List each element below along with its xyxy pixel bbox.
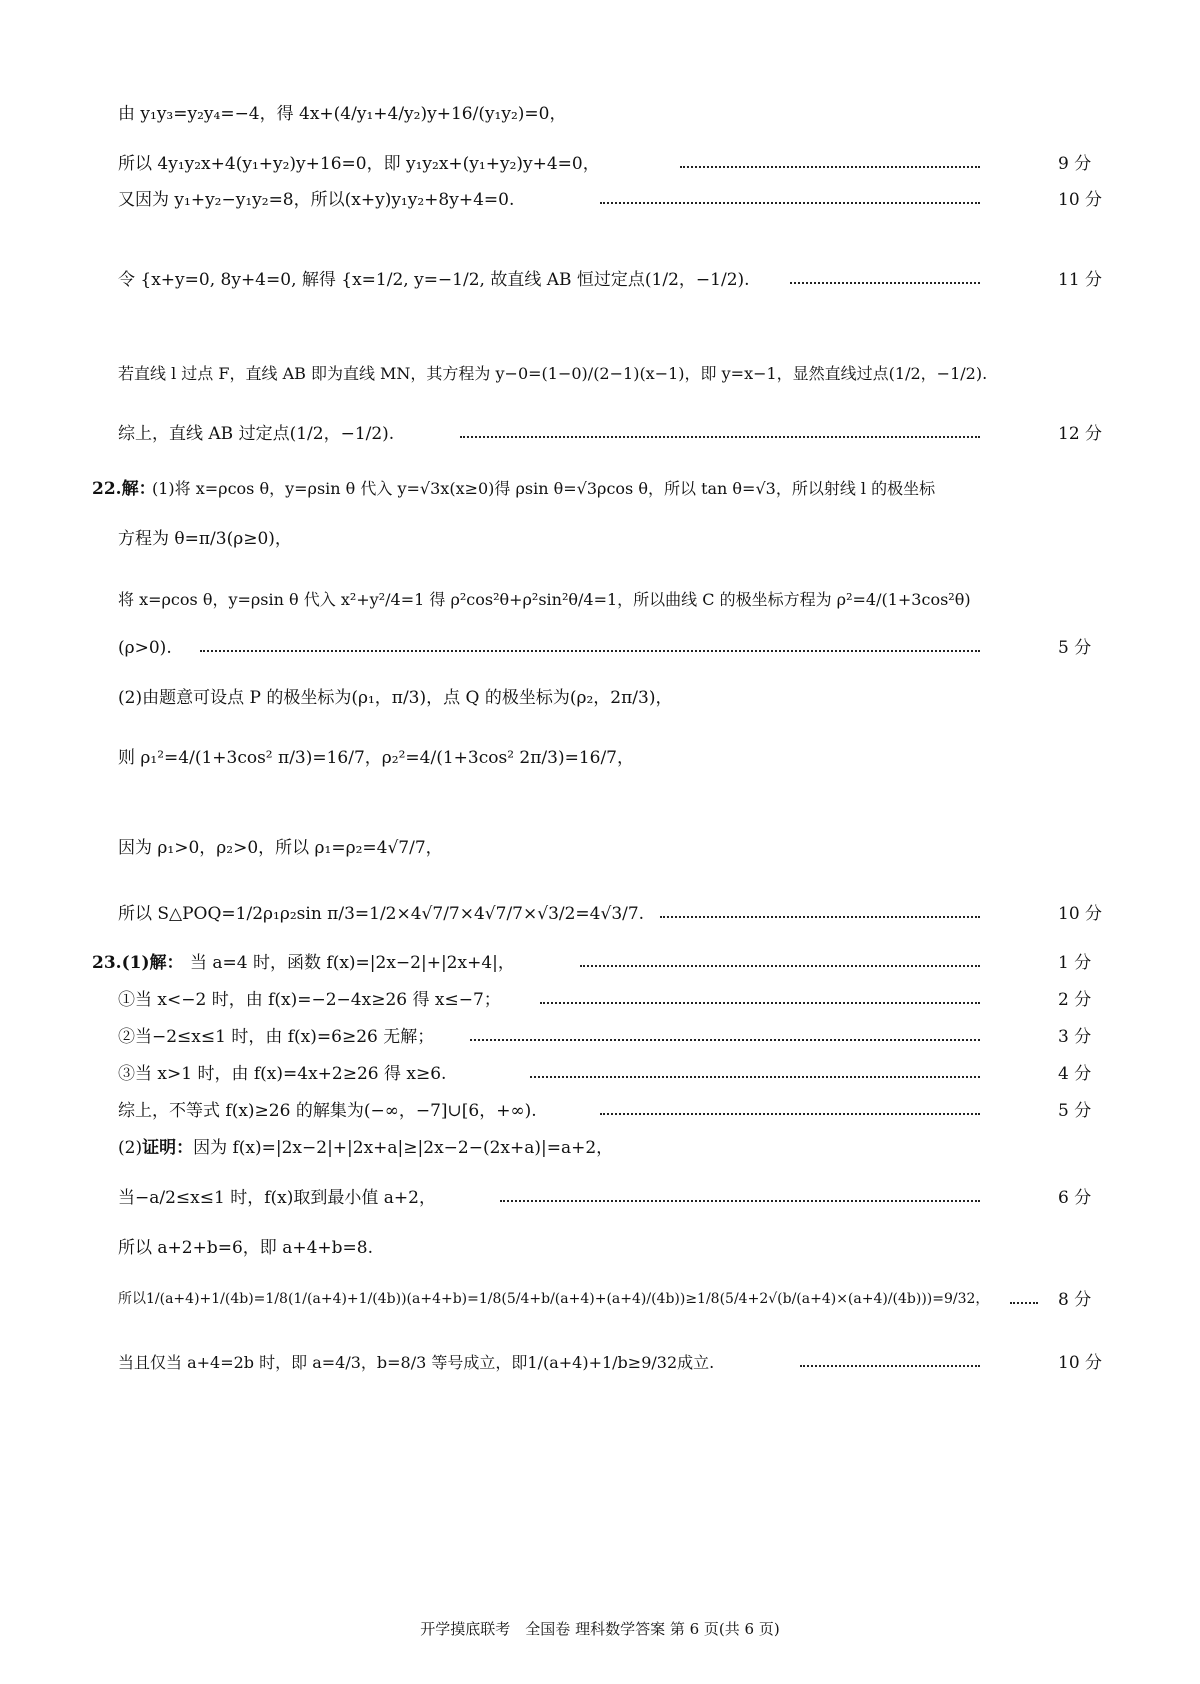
dotted-leader xyxy=(800,1365,980,1367)
part2-prefix: (2) xyxy=(118,1138,143,1158)
q23-line-5: 综上，不等式 f(x)≥26 的解集为(−∞，−7]∪[6，+∞). xyxy=(118,1101,537,1121)
dotted-leader xyxy=(660,916,980,918)
q22-label: 22.解： xyxy=(92,479,156,499)
q22-line-7: 因为 ρ₁>0，ρ₂>0，所以 ρ₁=ρ₂=4√7/7， xyxy=(118,838,443,858)
q22-line-3: 将 x=ρcos θ，y=ρsin θ 代入 x²+y²/4=1 得 ρ²cos²θ+ρ²sin²θ/4=1，所以曲线 C 的极坐标方程为 ρ²=4/(1+3cos²θ) xyxy=(118,590,971,609)
q22-line-6: 则 ρ₁²=4/(1+3cos² π/3)=16/7，ρ₂²=4/(1+3cos² 2π/3)=16/7， xyxy=(118,748,634,768)
q23-line-3: ②当−2≤x≤1 时，由 f(x)=6≥26 无解； xyxy=(118,1027,435,1047)
dotted-leader xyxy=(600,202,980,204)
score-marker: 3 分 xyxy=(1058,1027,1092,1047)
score-marker: 6 分 xyxy=(1058,1188,1092,1208)
score-marker: 5 分 xyxy=(1058,1101,1092,1121)
q23-line-8: 所以 a+2+b=6，即 a+4+b=8. xyxy=(118,1238,373,1258)
dotted-leader xyxy=(580,965,980,967)
dotted-leader xyxy=(680,166,980,168)
dotted-leader xyxy=(790,282,980,284)
score-marker: 10 分 xyxy=(1058,190,1103,210)
q22-line-5: (2)由题意可设点 P 的极坐标为(ρ₁，π/3)，点 Q 的极坐标为(ρ₂，2π/3)， xyxy=(118,688,673,708)
score-marker: 8 分 xyxy=(1058,1290,1092,1310)
step-line-5: 若直线 l 过点 F，直线 AB 即为直线 MN，其方程为 y−0=(1−0)/(2−1)(x−1)，即 y=x−1，显然直线过点(1/2，−1/2). xyxy=(118,364,988,383)
dotted-leader xyxy=(460,436,980,438)
dotted-leader xyxy=(600,1113,980,1115)
part2-text: 因为 f(x)=|2x−2|+|2x+a|≥|2x−2−(2x+a)|=a+2， xyxy=(193,1138,614,1158)
dotted-leader xyxy=(470,1039,980,1041)
dotted-leader xyxy=(1010,1302,1038,1304)
q23-line-9: 所以1/(a+4)+1/(4b)=1/8(1/(a+4)+1/(4b))(a+4+b)=1/8(5/4+b/(a+4)+(a+4)/(4b))≥1/8(5/4+2√(b/(a+4)×(a+4)/(4b)))=9/32， xyxy=(118,1291,990,1307)
q23-line-1: 当 a=4 时，函数 f(x)=|2x−2|+|2x+4|， xyxy=(190,953,515,973)
score-marker: 12 分 xyxy=(1058,424,1103,444)
dotted-leader xyxy=(540,1002,980,1004)
q22-line-1: (1)将 x=ρcos θ，y=ρsin θ 代入 y=√3x(x≥0)得 ρsin θ=√3ρcos θ，所以 tan θ=√3，所以射线 l 的极坐标 xyxy=(152,479,936,498)
step-line-4: 令 {x+y=0, 8y+4=0, 解得 {x=1/2, y=−1/2, 故直线 AB 恒过定点(1/2，−1/2). xyxy=(118,270,750,290)
score-marker: 5 分 xyxy=(1058,638,1092,658)
score-marker: 9 分 xyxy=(1058,154,1092,174)
q22-line-2: 方程为 θ=π/3(ρ≥0)， xyxy=(118,529,292,549)
step-line-1: 由 y₁y₃=y₂y₄=−4，得 4x+(4/y₁+4/y₂)y+16/(y₁y₂)=0， xyxy=(118,104,567,124)
score-marker: 4 分 xyxy=(1058,1064,1092,1084)
q23-line-6 xyxy=(118,1140,613,1157)
score-marker: 2 分 xyxy=(1058,990,1092,1010)
q23-label: 23.(1)解： xyxy=(92,953,184,973)
q23-line-4: ③当 x>1 时，由 f(x)=4x+2≥26 得 x≥6. xyxy=(118,1064,447,1084)
q22-line-4: (ρ>0). xyxy=(118,638,172,658)
dotted-leader xyxy=(530,1076,980,1078)
score-marker: 11 分 xyxy=(1058,270,1103,290)
q23-line-7: 当−a/2≤x≤1 时，f(x)取到最小值 a+2， xyxy=(118,1188,436,1208)
step-line-3: 又因为 y₁+y₂−y₁y₂=8，所以(x+y)y₁y₂+8y+4=0. xyxy=(118,190,515,210)
score-marker: 10 分 xyxy=(1058,1353,1103,1373)
score-marker: 10 分 xyxy=(1058,904,1103,924)
q22-line-8: 所以 S△POQ=1/2ρ₁ρ₂sin π/3=1/2×4√7/7×4√7/7×√3/2=4√3/7. xyxy=(118,904,645,924)
dotted-leader xyxy=(500,1200,980,1202)
q23-line-10: 当且仅当 a+4=2b 时，即 a=4/3，b=8/3 等号成立，即1/(a+4)+1/b≥9/32成立. xyxy=(118,1353,715,1372)
page-footer: 开学摸底联考 全国卷 理科数学答案 第 6 页(共 6 页) xyxy=(420,1620,780,1638)
proof-label: 证明： xyxy=(142,1138,194,1158)
step-line-6: 综上，直线 AB 过定点(1/2，−1/2). xyxy=(118,424,395,444)
dotted-leader xyxy=(200,650,980,652)
score-marker: 1 分 xyxy=(1058,953,1092,973)
q23-line-2: ①当 x<−2 时，由 f(x)=−2−4x≥26 得 x≤−7； xyxy=(118,990,501,1010)
step-line-2: 所以 4y₁y₂x+4(y₁+y₂)y+16=0，即 y₁y₂x+(y₁+y₂)y+4=0， xyxy=(118,154,600,174)
